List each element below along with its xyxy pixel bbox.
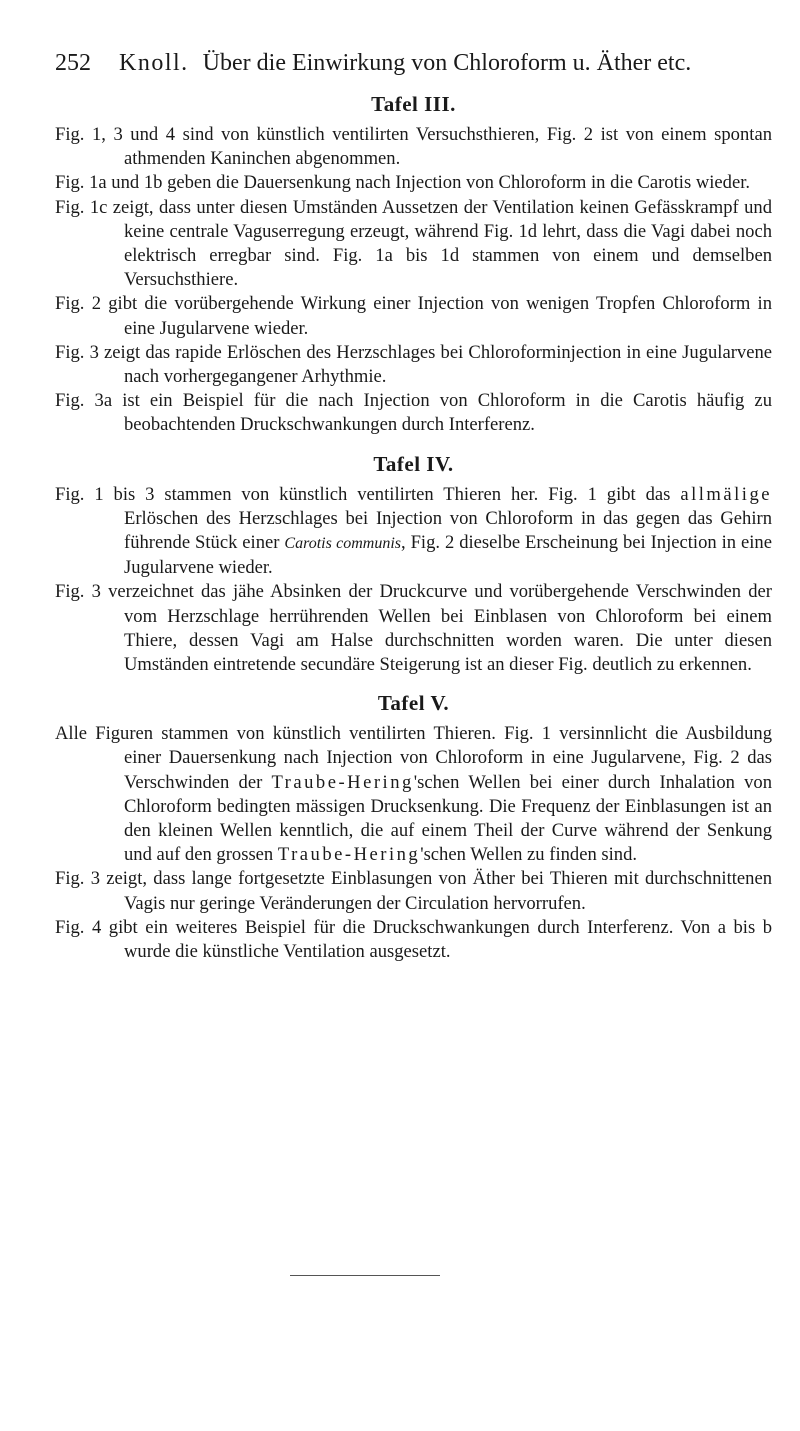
spaced-emphasis: allmälige xyxy=(680,483,772,505)
running-header xyxy=(55,50,755,77)
legend-entry: Fig. 1c zeigt, dass unter diesen Umständen Aussetzen der Ventilation keinen Gefässkrampf und keine centrale Vaguserregung erzeugt, während Fig. 1d lehrt, dass die Vagi dabei noch elektrisch erregbar sind. Fig. 1a bis 1d stammen von einem und demselben Versuchsthiere. xyxy=(55,196,772,291)
article-title: Über die Einwirkung von Chloroform u. Äther etc. xyxy=(202,50,692,76)
legend-entry: Fig. 3a ist ein Beispiel für die nach Injection von Chloroform in die Carotis häufig zu beobachtenden Druckschwankungen durch Interferenz. xyxy=(55,390,772,436)
legend-entry xyxy=(55,722,772,867)
legend-entry: Fig. 3 zeigt das rapide Erlöschen des Herzschlages bei Chloroforminjection in eine Jugularvene nach vorhergegangener Arhythmie. xyxy=(55,341,772,388)
entry-text: , Fig. 2 dieselbe Erscheinung bei Injection in eine Jugularvene wieder. xyxy=(124,532,772,579)
section-title-tafel-iv: Tafel IV. xyxy=(373,451,454,476)
page-number: 252 xyxy=(55,50,91,76)
author-name: Knoll. xyxy=(119,50,189,76)
legend-entry: Fig. 3 zeigt, dass lange fortgesetzte Einblasungen von Äther bei Thieren mit durchschnittenen Vagis nur geringe Veränderungen der Circulation hervorrufen. xyxy=(55,868,772,914)
section-title-tafel-v: Tafel V. xyxy=(377,691,450,716)
spaced-emphasis: Traube-Hering xyxy=(277,844,421,866)
legend-entry xyxy=(55,483,772,581)
section-title-tafel-iii: Tafel III. xyxy=(371,92,456,116)
legend-entry: Fig. 2 gibt die vorübergehende Wirkung einer Injection von wenigen Tropfen Chloroform in eine Jugularvene wieder. xyxy=(55,293,772,339)
entry-text: Alle Figuren stammen von künstlich ventilirten Thieren. Fig. 1 versinnlicht die Ausbildung einer Dauersenkung nach Injection von Chloroform in eine Jugularvene, Fig. 2 das Verschwinden der xyxy=(55,723,772,793)
legend-entry: Fig. 3 verzeichnet das jähe Absinken der Druckcurve und vorübergehende Verschwinden der vom Herzschlage herrührenden Wellen bei Einblasen von Chloroform bei einem Thiere, dessen Vagi am Halse durchschnitten worden waren. Die unter diesen Umständen eintretende secundäre Steigerung ist an dieser Fig. deutlich zu erkennen. xyxy=(55,581,772,676)
legend-entry: Fig. 1, 3 und 4 sind von künstlich ventilirten Versuchsthieren, Fig. 2 ist von einem spontan athmenden Kaninchen abgenommen. xyxy=(55,124,772,170)
closing-rule xyxy=(290,1275,440,1276)
legend-entry: Fig. 4 gibt ein weiteres Beispiel für die Druckschwankungen durch Interferenz. Von a bis b wurde die künstliche Ventilation ausgesetzt. xyxy=(55,916,772,963)
italic-term: Carotis communis xyxy=(284,535,401,553)
figure-legends xyxy=(55,84,772,964)
entry-text: Erlöschen des Herzschlages bei Injection von Chloroform in das gegen das Gehirn führende Stück einer xyxy=(124,507,772,554)
entry-text: 'schen Wellen zu finden sind. xyxy=(420,844,638,866)
entry-text: Fig. 1 bis 3 stammen von künstlich ventilirten Thieren her. Fig. 1 gibt das xyxy=(55,483,681,505)
legend-entry: Fig. 1a und 1b geben die Dauersenkung nach Injection von Chloroform in die Carotis wieder. xyxy=(55,172,751,194)
spaced-emphasis: Traube-Hering xyxy=(271,771,414,793)
entry-text: 'schen Wellen bei einer durch Inhalation von Chloroform bedingten mässigen Drucksenkung. Die Frequenz der Einblasungen ist an den kleinen Wellen kenntlich, die auf einem Theil der Curve während der Senkung und auf den grossen xyxy=(124,771,772,866)
